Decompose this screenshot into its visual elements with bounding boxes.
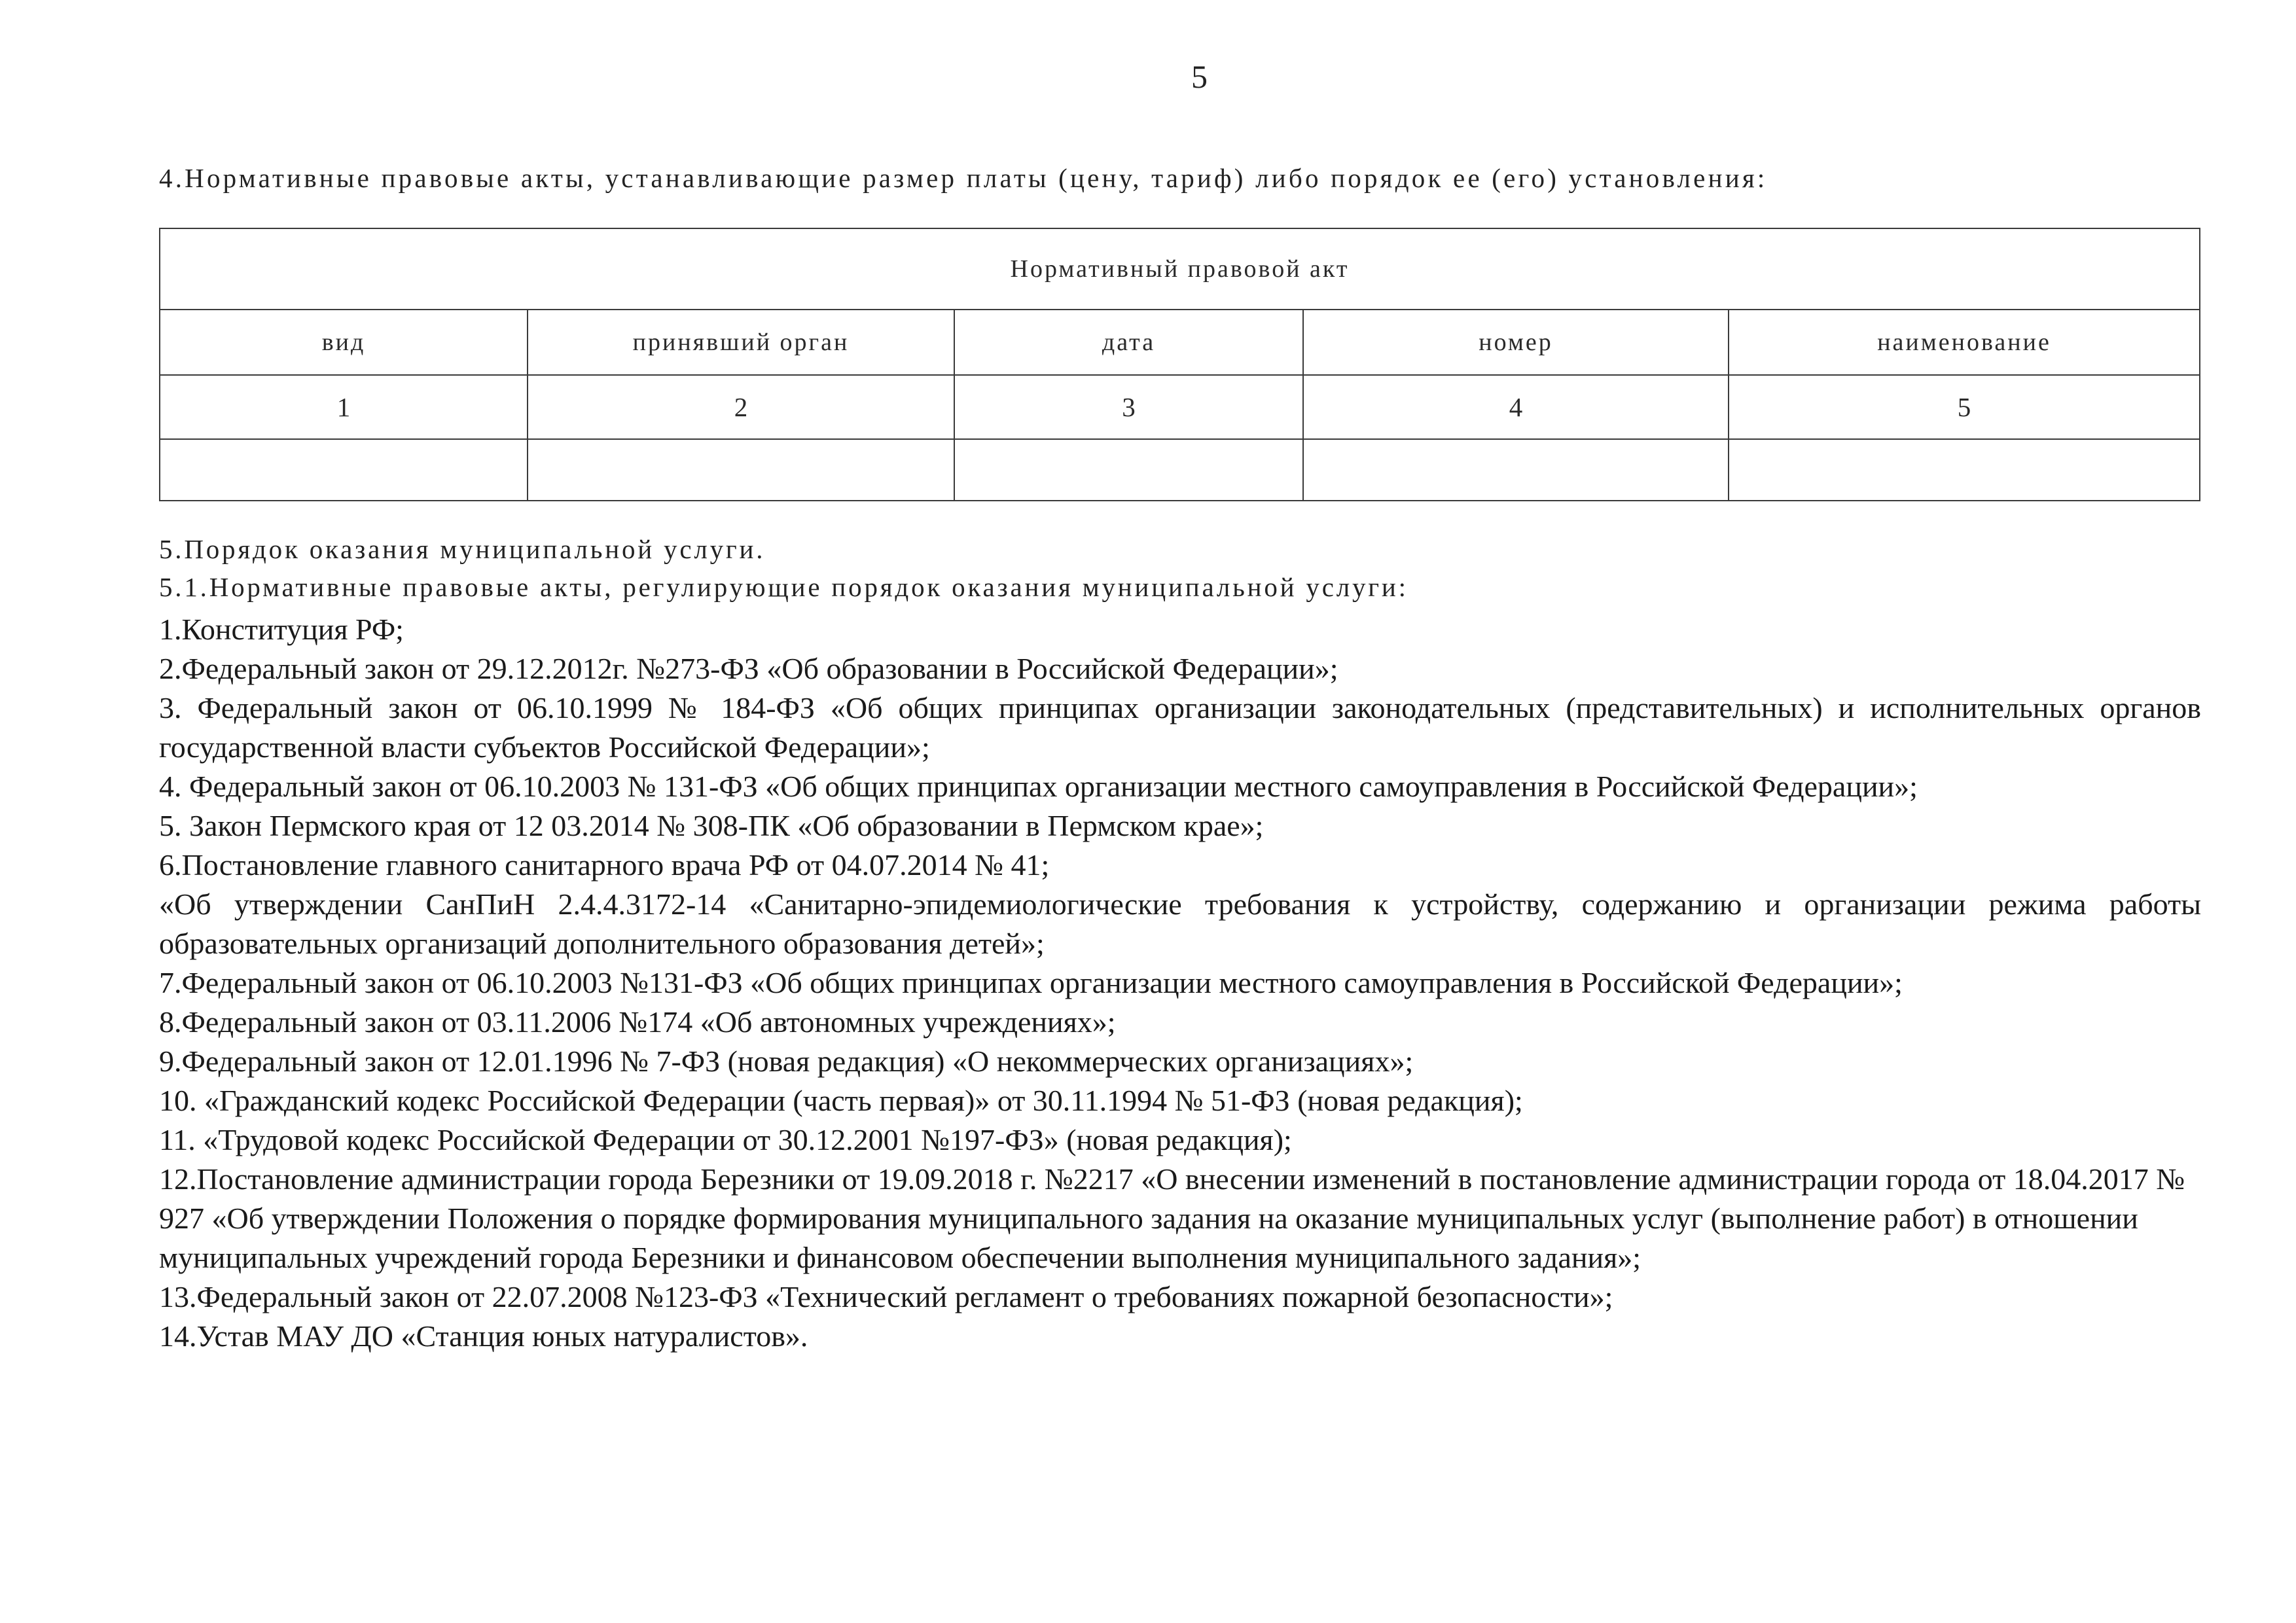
list-item: 14.Устав МАУ ДО «Станция юных натуралистов». xyxy=(159,1319,808,1353)
list-item: 1.Конституция РФ; xyxy=(159,613,404,646)
list-item: 4. Федеральный закон от 06.10.2003 № 131-ФЗ «Об общих принципах организации местного самоуправления в Российской Федерации»; xyxy=(159,770,1918,803)
list-item: 2.Федеральный закон от 29.12.2012г. №273-ФЗ «Об образовании в Российской Федерации»; xyxy=(159,652,1338,685)
table-cell xyxy=(528,439,954,501)
table-title-cell: Нормативный правовой акт xyxy=(160,228,2200,310)
section-5 xyxy=(159,530,2201,1356)
page-number: 5 xyxy=(1191,58,1208,95)
column-number-1: 1 xyxy=(160,375,528,439)
list-item: 7.Федеральный закон от 06.10.2003 №131-ФЗ «Об общих принципах организации местного самоуправления в Российской Федерации»; xyxy=(159,966,1903,999)
table-title-row xyxy=(160,228,2200,310)
legal-acts-list xyxy=(159,610,2201,1356)
list-item: 5. Закон Пермского края от 12 03.2014 № 308-ПК «Об образовании в Пермском крае»; xyxy=(159,809,1264,842)
table-cell xyxy=(1729,439,2200,501)
column-header-kind: вид xyxy=(160,310,528,375)
column-header-number: номер xyxy=(1303,310,1729,375)
list-item: 9.Федеральный закон от 12.01.1996 № 7-ФЗ (новая редакция) «О некоммерческих организациях»; xyxy=(159,1044,1414,1078)
column-header-date: дата xyxy=(954,310,1303,375)
column-number-5: 5 xyxy=(1729,375,2200,439)
column-header-authority: принявший орган xyxy=(528,310,954,375)
list-item: 11. «Трудовой кодекс Российской Федерации от 30.12.2001 №197-ФЗ» (новая редакция); xyxy=(159,1123,1292,1156)
table-row xyxy=(160,439,2200,501)
section-5-heading: 5.Порядок оказания муниципальной услуги. xyxy=(159,534,766,564)
list-item: 3. Федеральный закон от 06.10.1999 № 184-ФЗ «Об общих принципах организации законодательных (представительных) и исполнительных органов государственной власти субъектов Российской Федерации»; xyxy=(159,691,2201,764)
list-item: 12.Постановление администрации города Березники от 19.09.2018 г. №2217 «О внесении изменений в постановление администрации города от 18.04.2017 № 927 «Об утверждении Положения о порядке формирования муниципального задания на оказание муниципальных услуг (выполнение работ) в отношении муниципальных учреждений города Березники и финансовом обеспечении выполнения муниципального задания»; xyxy=(159,1162,2185,1274)
list-item: 6.Постановление главного санитарного врача РФ от 04.07.2014 № 41; xyxy=(159,848,1050,882)
list-item: 13.Федеральный закон от 22.07.2008 №123-ФЗ «Технический регламент о требованиях пожарной безопасности»; xyxy=(159,1280,1613,1313)
section-5-1-subheading: 5.1.Нормативные правовые акты, регулирующие порядок оказания муниципальной услуги: xyxy=(159,572,1408,602)
table-cell xyxy=(1303,439,1729,501)
column-number-3: 3 xyxy=(954,375,1303,439)
table-header-row xyxy=(160,310,2200,375)
table-column-number-row xyxy=(160,375,2200,439)
list-item: «Об утверждении СанПиН 2.4.4.3172-14 «Санитарно-эпидемиологические требования к устройству, содержанию и организации режима работы образовательных организаций дополнительного образования детей»; xyxy=(159,887,2201,960)
section-4-heading: 4.Нормативные правовые акты, устанавливающие размер платы (цену, тариф) либо порядок ее (его) установления: xyxy=(159,163,1768,193)
list-item: 10. «Гражданский кодекс Российской Федерации (часть первая)» от 30.11.1994 № 51-ФЗ (новая редакция); xyxy=(159,1084,1523,1117)
table-cell xyxy=(160,439,528,501)
table-cell xyxy=(954,439,1303,501)
column-header-title: наименование xyxy=(1729,310,2200,375)
column-number-4: 4 xyxy=(1303,375,1729,439)
column-number-2: 2 xyxy=(528,375,954,439)
list-item: 8.Федеральный закон от 03.11.2006 №174 «Об автономных учреждениях»; xyxy=(159,1005,1116,1039)
fee-legal-acts-table xyxy=(159,228,2200,501)
